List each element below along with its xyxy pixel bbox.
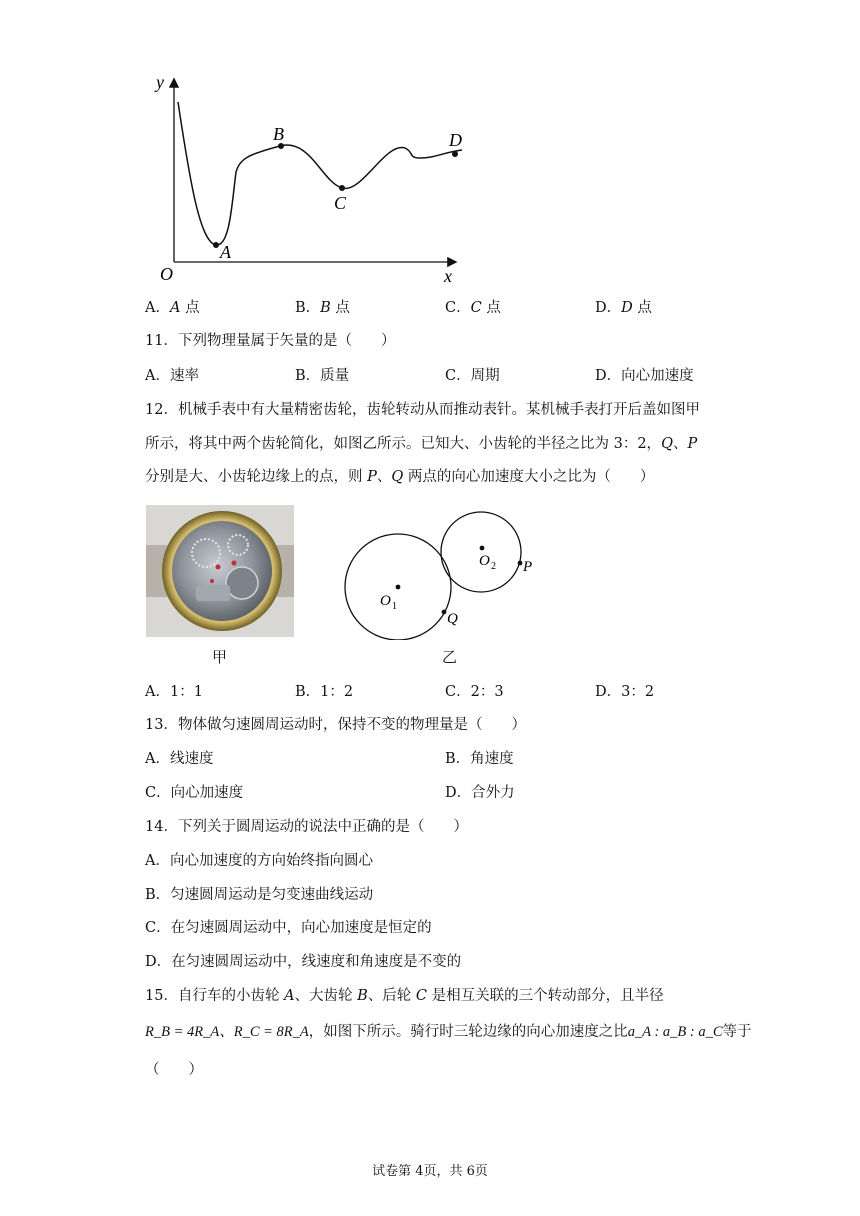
q12-line3-q: Q bbox=[391, 469, 404, 485]
q14-option-a[interactable]: A．向心加速度的方向始终指向圆心 bbox=[145, 853, 373, 869]
q12-option-a[interactable]: A．1：1 bbox=[145, 684, 203, 700]
o2-label: O bbox=[479, 553, 490, 569]
q12-line3-sep: 、 bbox=[376, 469, 392, 485]
y-axis-label: y bbox=[156, 72, 164, 92]
q13-option-a[interactable]: A．线速度 bbox=[145, 751, 214, 767]
q10-option-a[interactable] bbox=[145, 298, 200, 318]
point-c-label: C bbox=[334, 193, 347, 213]
option-letter: D． bbox=[595, 300, 622, 316]
q15-var-b: B bbox=[357, 988, 368, 1004]
q15-text-b: 、大齿轮 bbox=[294, 988, 358, 1004]
q11-option-a[interactable]: A．速率 bbox=[145, 368, 199, 384]
q15-var-a: A bbox=[284, 988, 295, 1004]
option-text: 点 bbox=[180, 300, 200, 316]
q12-p-label: P bbox=[687, 436, 698, 452]
q11-option-b[interactable]: B．质量 bbox=[295, 368, 350, 384]
small-gear-circle bbox=[441, 512, 521, 592]
q15-text-c: 、后轮 bbox=[367, 988, 416, 1004]
option-text: 点 bbox=[632, 300, 652, 316]
q-label: Q bbox=[447, 611, 458, 627]
q13-option-d[interactable]: D．合外力 bbox=[445, 785, 515, 801]
q10-option-b[interactable] bbox=[295, 298, 350, 318]
q15-line2-text: ，如图下所示。骑行时三轮边缘的向心加速度之比 bbox=[308, 1024, 628, 1040]
caption-yi: 乙 bbox=[442, 648, 458, 666]
x-axis-label: x bbox=[444, 266, 452, 286]
q12-line3-e: 两点的向心加速度大小之比为（ ） bbox=[403, 469, 655, 485]
point-d-label: D bbox=[449, 130, 462, 150]
q13-option-b[interactable]: B．角速度 bbox=[445, 751, 514, 767]
q15-stem-line2 bbox=[145, 1022, 752, 1042]
point-a-marker bbox=[213, 242, 219, 248]
q11-option-c[interactable]: C．周期 bbox=[445, 368, 500, 384]
q13-stem: 13．物体做匀速圆周运动时，保持不变的物理量是（ ） bbox=[145, 717, 526, 733]
option-var: B bbox=[320, 300, 331, 316]
point-b-label: B bbox=[273, 124, 284, 144]
q14-option-c[interactable]: C．在匀速圆周运动中，向心加速度是恒定的 bbox=[145, 920, 432, 936]
option-var: D bbox=[621, 300, 633, 316]
q10-option-d[interactable] bbox=[595, 298, 652, 318]
curve-line bbox=[178, 102, 462, 245]
origin-label: O bbox=[160, 264, 173, 284]
q14-option-d[interactable]: D．在匀速圆周运动中，线速度和角速度是不变的 bbox=[145, 954, 462, 970]
q12-sep: 、 bbox=[672, 436, 688, 452]
option-text: 点 bbox=[330, 300, 350, 316]
q12-q-label: Q bbox=[661, 436, 673, 452]
potential-curve-graph bbox=[150, 62, 480, 287]
point-q-marker bbox=[442, 610, 447, 615]
q12-line3-p: P bbox=[367, 469, 377, 485]
caption-jia: 甲 bbox=[212, 648, 228, 666]
option-letter: C． bbox=[445, 300, 471, 316]
option-var: A bbox=[169, 300, 181, 316]
q12-stem-line2 bbox=[145, 434, 697, 454]
q12-line3-a: 分别是大、小齿轮边缘上的点，则 bbox=[145, 469, 368, 485]
page-footer: 试卷第 4页，共 6页 bbox=[372, 1164, 488, 1179]
option-text: 点 bbox=[481, 300, 501, 316]
q15-stem-line3: （ ） bbox=[145, 1062, 203, 1078]
q12-line2-text: 所示，将其中两个齿轮简化，如图乙所示。已知大、小齿轮的半径之比为 3：2， bbox=[145, 436, 662, 452]
p-label: P bbox=[523, 559, 533, 575]
q15-stem-line1 bbox=[145, 986, 664, 1006]
q12-option-b[interactable]: B．1：2 bbox=[295, 684, 354, 700]
o2-subscript: 2 bbox=[491, 561, 496, 572]
point-c-marker bbox=[339, 185, 345, 191]
q11-stem: 11．下列物理量属于矢量的是（ ） bbox=[145, 333, 396, 349]
q14-stem: 14．下列关于圆周运动的说法中正确的是（ ） bbox=[145, 819, 468, 835]
o1-center bbox=[396, 585, 401, 590]
q10-option-c[interactable] bbox=[445, 298, 501, 318]
q13-option-c[interactable]: C．向心加速度 bbox=[145, 785, 244, 801]
q15-text-a: 15．自行车的小齿轮 bbox=[145, 988, 285, 1004]
q15-line2-end: 等于 bbox=[722, 1024, 752, 1040]
q15-accel-ratio: a_A : a_B : a_C bbox=[627, 1024, 723, 1040]
point-d-marker bbox=[452, 151, 458, 157]
gears-diagram bbox=[340, 505, 540, 640]
q15-var-c: C bbox=[415, 988, 428, 1004]
option-letter: A． bbox=[145, 300, 170, 316]
q12-option-c[interactable]: C．2：3 bbox=[445, 684, 504, 700]
o1-label: O bbox=[380, 593, 391, 609]
option-letter: B． bbox=[295, 300, 321, 316]
q12-option-d[interactable]: D．3：2 bbox=[595, 684, 655, 700]
q15-text-d: 是相互关联的三个转动部分，且半径 bbox=[427, 988, 664, 1004]
q15-radius-formula: R_B = 4R_A、R_C = 8R_A bbox=[145, 1024, 309, 1040]
o2-center bbox=[480, 546, 485, 551]
option-var: C bbox=[470, 300, 482, 316]
point-a-label: A bbox=[220, 242, 231, 262]
watch-photo bbox=[146, 505, 294, 637]
q14-option-b[interactable]: B．匀速圆周运动是匀变速曲线运动 bbox=[145, 887, 374, 903]
q12-stem-line1: 12．机械手表中有大量精密齿轮，齿轮转动从而推动表针。某机械手表打开后盖如图甲 bbox=[145, 402, 700, 418]
point-p-marker bbox=[518, 561, 523, 566]
q12-stem-line3 bbox=[145, 467, 654, 487]
q11-option-d[interactable]: D．向心加速度 bbox=[595, 368, 694, 384]
o1-subscript: 1 bbox=[392, 601, 397, 612]
